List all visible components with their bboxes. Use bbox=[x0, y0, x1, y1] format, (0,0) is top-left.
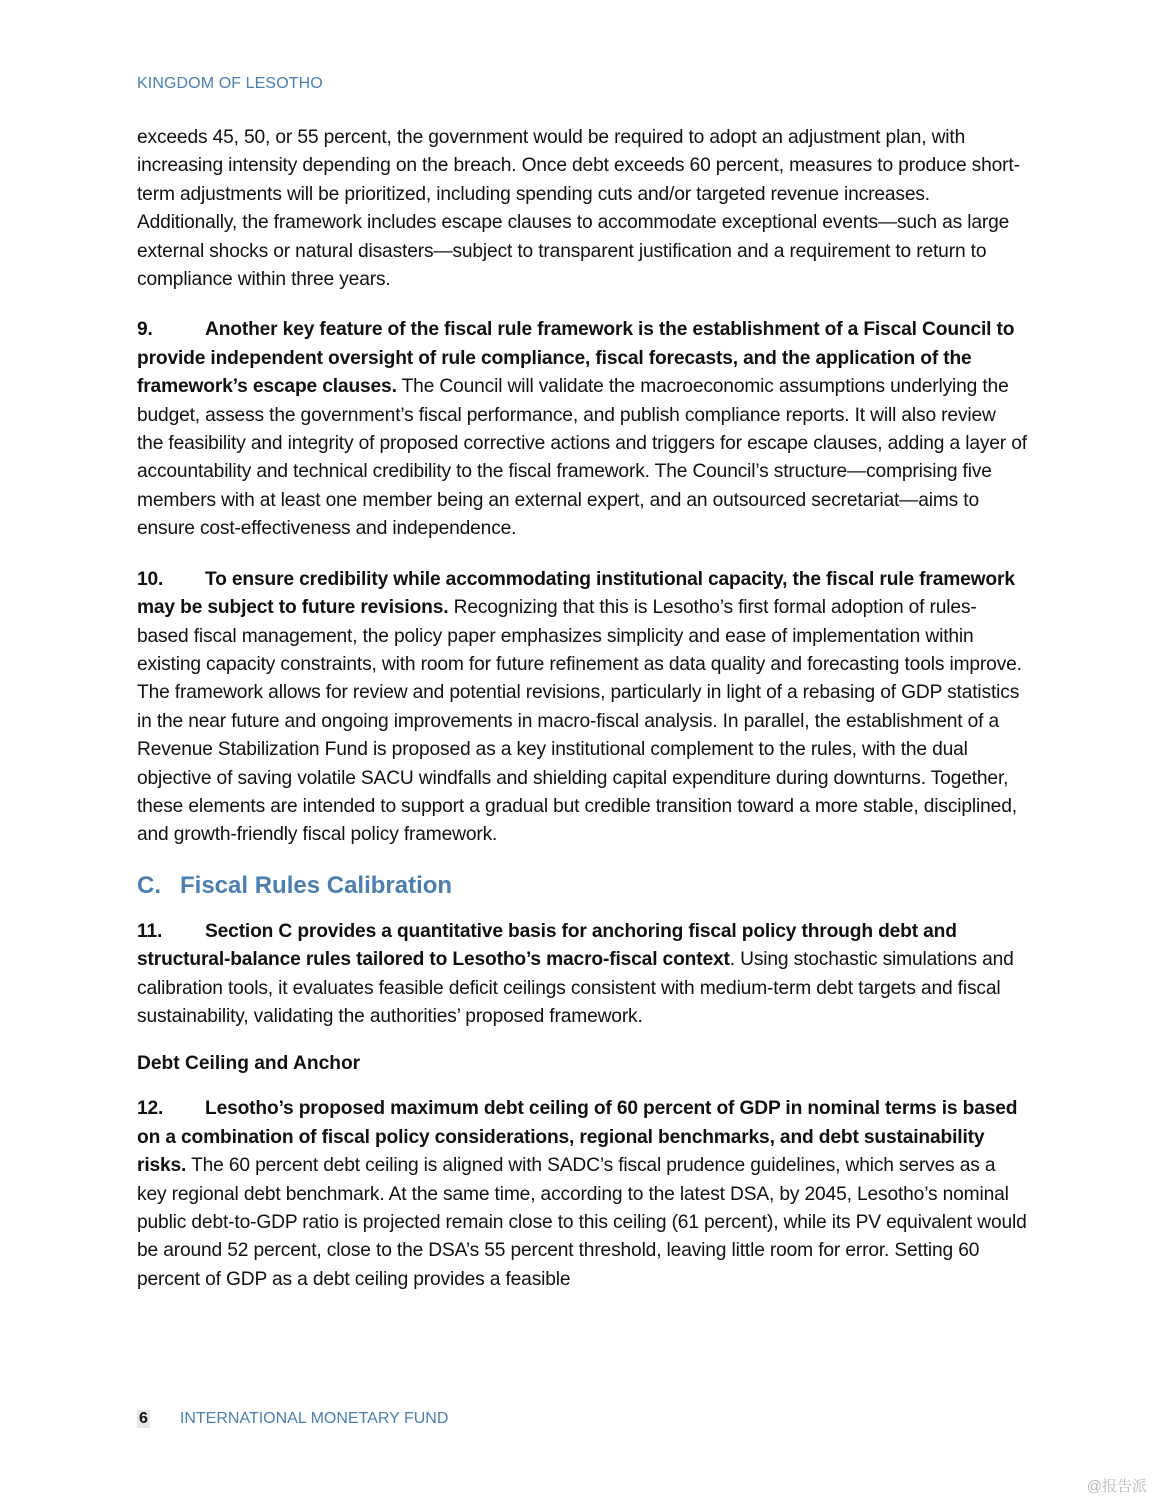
footer-organization: INTERNATIONAL MONETARY FUND bbox=[179, 1410, 449, 1427]
document-body bbox=[137, 124, 1027, 1316]
paragraph-body: The 60 percent debt ceiling is aligned with SADC’s fiscal prudence guidelines, which serves as a key regional debt benchmark. At the same time, according to the latest DSA, by 2045, Lesotho’s nominal public debt-to-GDP ratio is projected remain close to this ceiling (61 percent), while its PV equivalent would be around 52 percent, close to the DSA’s 55 percent threshold, leaving little room for error. Setting 60 percent of GDP as a debt ceiling provides a feasible bbox=[137, 1155, 1027, 1290]
paragraph-lead: Another key feature of the fiscal rule framework is the establishment of a Fiscal Council to provide independent oversight of rule compliance, fiscal forecasts, and the application of the framework’s escape clauses. bbox=[137, 319, 1015, 398]
paragraph-number: 10. bbox=[137, 568, 164, 590]
running-header: KINGDOM OF LESOTHO bbox=[137, 75, 323, 92]
paragraph-body: . Using stochastic simulations and calibration tools, it evaluates feasible deficit ceilings consistent with medium-term debt targets and fiscal sustainability, validating the authorities’ proposed framework. bbox=[137, 949, 1014, 1027]
paragraph-lead: To ensure credibility while accommodating institutional capacity, the fiscal rule framework may be subject to future revisions. bbox=[137, 568, 1015, 619]
paragraph-12 bbox=[137, 1095, 1027, 1294]
paragraph-9 bbox=[137, 316, 1027, 543]
page-number: 6 bbox=[139, 1410, 148, 1427]
watermark: @报告派 bbox=[1086, 1478, 1147, 1495]
paragraph-10 bbox=[137, 566, 1027, 850]
page-footer bbox=[137, 1410, 448, 1428]
paragraph-number: 12. bbox=[137, 1098, 164, 1120]
paragraph-body: Recognizing that this is Lesotho’s first formal adoption of rules-based fiscal management, the policy paper emphasizes simplicity and ease of implementation within existing capacity constraints, with room for future refinement as data quality and forecasting tools improve. The framework allows for review and potential revisions, particularly in light of a rebasing of GDP statistics in the near future and ongoing improvements in macro-fiscal analysis. In parallel, the establishment of a Revenue Stabilization Fund is proposed as a key institutional complement to the rules, with the dual objective of saving volatile SACU windfalls and shielding capital expenditure during downturns. Together, these elements are intended to support a gradual but credible transition toward a more stable, disciplined, and growth-friendly fiscal policy framework. bbox=[137, 597, 1022, 846]
paragraph-number: 9. bbox=[137, 319, 153, 341]
paragraph-11 bbox=[137, 918, 1027, 1032]
paragraph-lead: Section C provides a quantitative basis for anchoring fiscal policy through debt and structural-balance rules tailored to Lesotho’s macro-fiscal context bbox=[137, 920, 957, 971]
paragraph-body: The Council will validate the macroeconomic assumptions underlying the budget, assess the government’s fiscal performance, and publish compliance reports. It will also review the feasibility and integrity of proposed corrective actions and triggers for escape clauses, adding a layer of accountability and technical credibility to the fiscal framework. The Council’s structure—comprising five members with at least one member being an external expert, and an outsourced secretariat—aims to ensure cost-effectiveness and independence. bbox=[137, 376, 1027, 540]
paragraph-8-continuation: exceeds 45, 50, or 55 percent, the government would be required to adopt an adjustment plan, with increasing intensity depending on the breach. Once debt exceeds 60 percent, measures to produce short-term adjustments will be prioritized, including spending cuts and/or targeted revenue increases. Additionally, the framework includes escape clauses to accommodate exceptional events—such as large external shocks or natural disasters—subject to transparent justification and a requirement to return to compliance within three years. bbox=[137, 127, 1020, 291]
paragraph-number: 11. bbox=[137, 920, 163, 942]
section-heading bbox=[137, 872, 1027, 900]
section-title: Fiscal Rules Calibration bbox=[180, 871, 453, 899]
subheading: Debt Ceiling and Anchor bbox=[137, 1053, 361, 1075]
section-letter: C. bbox=[137, 871, 161, 899]
paragraph-lead: Lesotho’s proposed maximum debt ceiling of 60 percent of GDP in nominal terms is based on a combination of fiscal policy considerations, regional benchmarks, and debt sustainability risks. bbox=[137, 1098, 1018, 1177]
